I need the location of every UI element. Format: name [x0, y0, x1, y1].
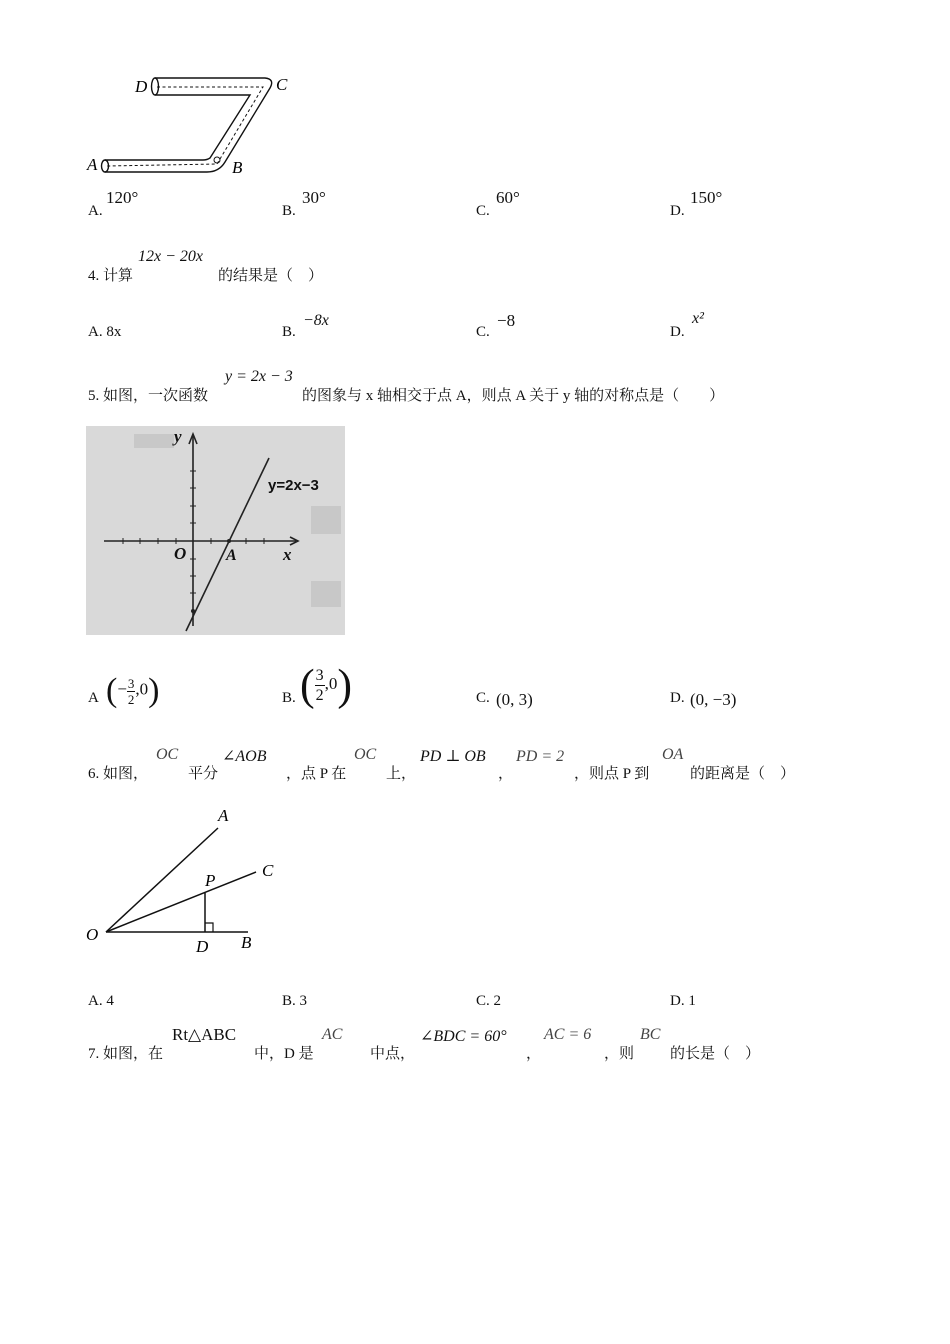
pipe-label-b: B — [232, 158, 243, 177]
q4-option-b-letter: B. — [282, 324, 296, 340]
q6-oc: OC — [156, 746, 179, 763]
q5-option-b-tail: ,0 — [324, 674, 338, 694]
q4-option-c-value: −8 — [497, 311, 516, 330]
q6-angle: ∠AOB — [222, 748, 267, 765]
q6-perpendicular: PD ⊥ OB — [420, 748, 486, 765]
q5-option-b-denominator: 2 — [315, 687, 324, 704]
q6-comma: ， — [498, 766, 514, 782]
q7-ac-value: AC = 6 — [544, 1026, 592, 1043]
q4-option-d-value: x² — [692, 310, 704, 327]
q7-midpoint: 中点， — [370, 1046, 416, 1062]
q6-oa: OA — [662, 746, 684, 763]
q7-bc: BC — [640, 1026, 661, 1043]
q6-option-b: B. 3 — [282, 993, 308, 1009]
q4-stem: 4. 计算 — [88, 268, 134, 284]
q5-stem: 5. 如图，一次函数 — [88, 388, 209, 404]
q4-suffix: 的结果是（ ） — [218, 268, 324, 284]
q3-option-b-value: 30° — [302, 188, 326, 207]
q5-option-b-fraction — [315, 666, 325, 705]
pipe-figure — [85, 70, 305, 180]
q7-triangle: Rt△ABC — [172, 1025, 237, 1044]
figure-label-a: A — [218, 806, 229, 825]
q5-graph — [86, 426, 345, 635]
q7-stem: 7. 如图，在 — [88, 1046, 164, 1062]
q5-option-c-letter: C. — [476, 690, 490, 706]
q6-distance: 的距离是（ ） — [690, 766, 796, 782]
q7-middle: 中，D 是 — [254, 1046, 314, 1062]
q5-option-b-value: ( $\frac{3}{2}$ ,0) — [300, 660, 353, 710]
q6-option-c: C. 2 — [476, 993, 502, 1009]
figure-label-c: C — [262, 861, 274, 880]
q7-then: ，则 — [604, 1046, 635, 1062]
q6-on: 上， — [386, 766, 417, 782]
figure-label-b: B — [241, 933, 252, 952]
q5-option-d-letter: D. — [670, 690, 685, 706]
q6-oc-2: OC — [354, 746, 377, 763]
q7-comma: ， — [526, 1046, 542, 1062]
q4-option-a: A. 8x — [88, 324, 122, 340]
q5-graph-origin-label: O — [174, 544, 187, 563]
q5-graph-y-label: y — [174, 427, 182, 446]
q5-graph-photo — [86, 426, 345, 635]
q3-option-a-value: 120° — [106, 188, 139, 207]
pipe-label-d: D — [135, 77, 148, 96]
q3-option-a-letter: A. — [88, 203, 103, 219]
q4-option-c-letter: C. — [476, 324, 490, 340]
q5-option-c-value: (0, 3) — [496, 690, 533, 709]
q3-option-d-value: 150° — [690, 188, 723, 207]
q4-option-d-letter: D. — [670, 324, 685, 340]
q5-suffix: 的图象与 x 轴相交于点 A，则点 A 关于 y 轴的对称点是（ ） — [302, 388, 725, 404]
q6-point-p: ，点 P 在 — [286, 766, 347, 782]
q3-option-c-letter: C. — [476, 203, 490, 219]
pipe-label-a: A — [87, 155, 98, 174]
q5-option-a-value: (− $\frac{3}{2}$ ,0) — [106, 672, 160, 709]
q3-option-c-value: 60° — [496, 188, 520, 207]
q3-option-d-letter: D. — [670, 203, 685, 219]
q7-angle: ∠BDC = 60° — [420, 1028, 507, 1045]
q5-option-a-letter: A — [88, 690, 99, 706]
q7-tail: 的长是（ ） — [670, 1046, 761, 1062]
figure-label-o: O — [86, 925, 99, 944]
q5-option-b-numerator: 3 — [315, 667, 324, 684]
q5-option-b-letter: B. — [282, 690, 296, 706]
q6-pd-value: PD = 2 — [516, 748, 565, 765]
q7-ac: AC — [322, 1026, 343, 1043]
q6-option-a: A. 4 — [88, 993, 114, 1009]
figure-label-d: D — [196, 937, 209, 956]
q5-expression: y = 2x − 3 — [225, 368, 293, 385]
q6-bisects: 平分 — [188, 766, 219, 782]
figure-label-p: P — [205, 871, 216, 890]
q5-option-d-value: (0, −3) — [690, 690, 737, 709]
pipe-label-c: C — [276, 75, 288, 94]
angle-bisector-figure — [84, 800, 294, 960]
q5-graph-line-label: y=2x−3 — [268, 477, 319, 494]
q6-then: ，则点 P 到 — [574, 766, 650, 782]
q5-option-a-minus: − — [117, 679, 127, 699]
q4-expression: 12x − 20x — [138, 248, 203, 265]
q6-stem: 6. 如图， — [88, 766, 149, 782]
q5-option-a-numerator: 3 — [127, 675, 135, 691]
q4-option-b-value: −8x — [303, 312, 329, 329]
q5-option-a-tail: ,0 — [135, 679, 149, 699]
q3-option-b-letter: B. — [282, 203, 296, 219]
q5-graph-x-label: x — [283, 545, 292, 564]
q5-option-a-denominator: 2 — [127, 691, 135, 707]
q6-option-d: D. 1 — [670, 993, 696, 1009]
q5-graph-point-a-label: A — [226, 547, 237, 564]
